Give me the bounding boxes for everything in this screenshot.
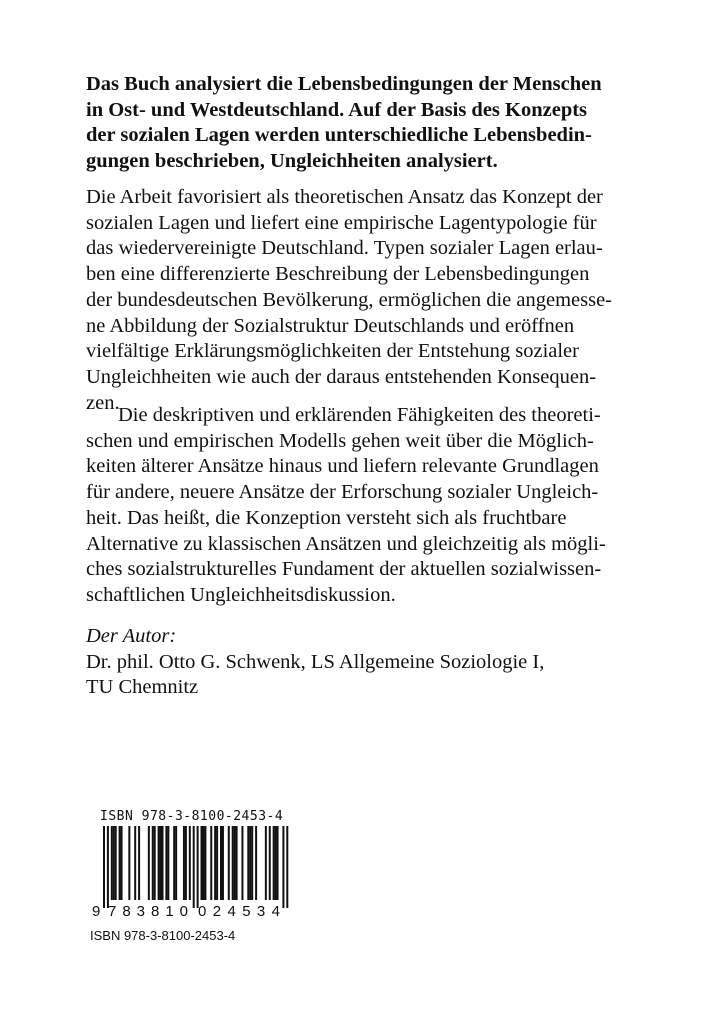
barcode-bar [113,826,115,900]
barcode-bar [220,826,222,900]
paragraph-line: das wiedervereinigte Deutschland. Typen sozialer Lagen erlau- [86,237,603,260]
paragraph-line: schen und empirischen Modells gehen weit über die Möglich- [86,429,594,452]
barcode-bar [269,826,271,900]
barcode-bar [222,826,224,900]
paragraph-line: für andere, neuere Ansätze der Erforschung sozialer Ungleich- [86,481,599,504]
barcode-bar [115,826,117,900]
barcode-bar [160,826,162,900]
author-heading: Der Autor: [86,625,177,647]
barcode-bar [121,826,123,900]
paragraph-line: heit. Das heißt, die Konzeption versteht sich als fruchtbare [86,506,567,529]
paragraph-line: ches sozialstrukturelles Fundament der aktuellen sozialwissen- [86,558,602,581]
author-block [86,624,544,701]
barcode-bar [236,826,238,900]
barcode-bar [154,826,156,900]
barcode-bar [214,826,216,900]
barcode-isbn-label: ISBN 978-3-8100-2453-4 [100,809,284,824]
barcode-bar [162,826,164,900]
barcode-bars [103,826,288,908]
author-affiliation: TU Chemnitz [86,676,199,699]
barcode-bar [204,826,206,900]
barcode-bar [247,826,249,900]
intro-line: gungen beschrieben, Ungleichheiten analysiert. [86,149,498,172]
paragraph-line: Alternative zu klassischen Ansätzen und gleichzeitig als mögli- [86,532,606,555]
barcode-digits-right: 024534 [198,903,280,918]
author-name: Dr. phil. Otto G. Schwenk, LS Allgemeine Soziologie I, [86,650,545,673]
barcode-bar [201,826,203,900]
barcode-bar [273,826,275,900]
barcode-bar [158,826,160,900]
barcode-bar [165,826,167,900]
barcode-bar [265,826,267,900]
barcode-bar [183,826,185,900]
intro-line: in Ost- und Westdeutschland. Auf der Basis des Konzepts [86,98,588,121]
barcode-bar [202,826,204,900]
paragraph-line: zen. [86,391,120,414]
barcode-bar [175,826,177,900]
barcode-bar [189,826,191,900]
paragraph-line: der bundesdeutschen Bevölkerung, ermöglichen die angemesse- [86,288,612,311]
barcode-bar [152,826,154,900]
paragraph-line: schaftlichen Ungleichheitsdiskussion. [86,583,396,606]
barcode-bar [286,826,288,908]
barcode-digits-left: 783810 [108,903,188,918]
barcode-bar [103,826,105,908]
barcode-bar [193,826,195,908]
intro-line: der sozialen Lagen werden unterschiedliche Lebensbedin- [86,124,592,146]
barcode-bar [251,826,253,900]
paragraph-line: Die deskriptiven und erklärenden Fähigkeiten des theoreti- [118,404,601,426]
paragraph-line: Die Arbeit favorisiert als theoretischen Ansatz das Konzept der [86,186,603,208]
paragraph-line: sozialen Lagen und liefert eine empirische Lagentypologie für [86,211,597,234]
barcode-bar [210,826,212,900]
isbn-barcode [90,826,290,918]
barcode-bar [216,826,218,900]
barcode-bar [148,826,150,900]
barcode-bar [197,826,199,908]
barcode-bar [185,826,187,900]
barcode-bar [228,826,230,900]
barcode-bar [119,826,121,900]
intro-line: Das Buch analysiert die Lebensbedingungen der Menschen [86,73,602,95]
barcode-bar [282,826,284,908]
body-paragraph-1 [86,185,646,416]
barcode-bar [234,826,236,900]
paragraph-line: vielfältige Erklärungsmöglichkeiten der Entstehung sozialer [86,340,579,363]
barcode-bar [232,826,234,900]
barcode-bar [173,826,175,900]
barcode-bar [241,826,243,900]
barcode-bar [255,826,257,900]
paragraph-line: ne Abbildung der Sozialstruktur Deutschlands und eröffnen [86,314,575,337]
barcode-bar [111,826,113,900]
intro-paragraph [86,72,646,174]
paragraph-line: ben eine differenzierte Beschreibung der Lebensbedingungen [86,263,590,286]
barcode-bar [249,826,251,900]
paragraph-line: Ungleichheiten wie auch der daraus entstehenden Konsequen- [86,365,597,388]
barcode-bar [107,826,109,908]
body-paragraph-2 [86,403,646,609]
barcode-bar [138,826,140,900]
barcode-bar [134,826,136,900]
barcode-bar [167,826,169,900]
isbn-text: ISBN 978-3-8100-2453-4 [90,928,236,943]
paragraph-line: keiten älterer Ansätze hinaus und liefern relevante Grundlagen [86,455,599,478]
barcode-digit-first: 9 [92,903,101,918]
barcode-bar [277,826,279,900]
barcode-bar [128,826,130,900]
barcode-bar [275,826,277,900]
